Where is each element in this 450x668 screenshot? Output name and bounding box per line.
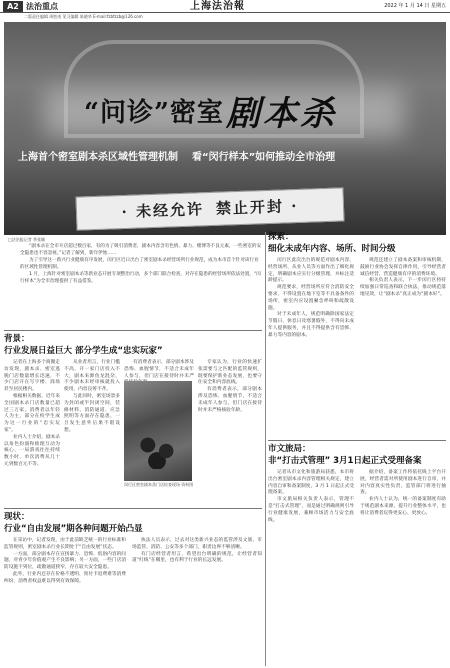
- body-paragraph: 与此同时，密室场景多为封闭或半封闭空间，装修材料、消防通道、应急照明等方面存在隐患，一旦发生意外后果不堪设想。: [64, 393, 120, 433]
- body-paragraph: 据介绍，备案工作将依托线上平台开展，经营者需对所使用剧本进行自审，并对内容真实性负责，监管部门将进行抽查。: [360, 470, 446, 496]
- culture-bureau-column-1: [268, 470, 354, 666]
- seal-banner: [75, 187, 344, 230]
- body-paragraph: 业内人士认为，统一的备案制度有助于规范剧本来源，提升行业整体水平，也将让消费者玩得更安心、更放心。: [360, 497, 446, 516]
- section-title: 法治重点: [26, 2, 58, 11]
- divider: [268, 440, 446, 441]
- section-tag-status: 现状：: [4, 512, 30, 522]
- banner-right: 禁止开封 ·: [215, 196, 299, 218]
- photo-caption: 闵行区密室剧本杀门店检查现场 资料图: [124, 482, 194, 487]
- section-tag-culture-bureau: 市文旅局：: [268, 444, 311, 454]
- reporter-credit: □法治报记者 季张颖: [8, 237, 46, 242]
- body-paragraph: 规范要求，经营场所应符合消防安全要求，不得设置在地下室等不具备条件的场所，密室内应设置紧急呼叫和疏散设施。: [268, 285, 354, 311]
- subtitle-left: 上海首个密室剧本杀区域性管理机制: [18, 152, 178, 163]
- headline-part1: “问诊”密室: [84, 98, 224, 128]
- status-column-1: [4, 538, 126, 666]
- headline-part2: 剧本杀: [226, 94, 337, 134]
- body-paragraph: 一方面，部分剧本存在宣扬暴力、恐怖、低俗内容的问题，对青少年价值观产生不良影响；另一方面，一些门店消防设施不到位，疏散通道狭窄，存在较大安全隐患。: [4, 551, 126, 571]
- background-column-1: [4, 360, 60, 504]
- body-paragraph: 有消费者表示，部分剧本涉及恐怖、血腥情节，不适合未成年人参与，但门店在接待时并未严格核验年龄。: [198, 387, 262, 413]
- body-paragraph: 执法人员表示，过去对这类新兴业态的监管涉及文旅、市场监管、消防、公安等多个部门，职责边界不够清晰。: [132, 538, 262, 550]
- explore-column-2: [360, 258, 446, 436]
- divider: [4, 508, 262, 509]
- body-paragraph: 从业者坦言，行业门槛不高，开一家门店投入不大，剧本来源鱼龙混杂，不少剧本未经审核就投入使用，内容良莠不齐。: [64, 360, 120, 393]
- body-paragraph: 对于未成年人，规范明确除国家法定节假日、休息日及寒暑假外，不得向未成年人提供服务，并且不得提供含有恐怖、暴力等内容的剧本。: [268, 312, 354, 338]
- body-paragraph: 记者从市文化和旅游局获悉，本市将出台密室剧本杀内容管理相关规定，建立内容自审和备案制度，3 月 1 日起正式受理备案。: [268, 470, 354, 496]
- issue-date: 2022 年 1 月 14 日 星期五: [384, 3, 446, 9]
- lead-paragraphs: [20, 244, 262, 286]
- hero-image: [4, 22, 446, 235]
- subtitle-right: 看“闵行样本”如何推动全市治理: [192, 152, 336, 163]
- hero-subtitle: [18, 148, 335, 163]
- section-heading-explore: 细化未成年内容、场所、时间分级: [268, 244, 396, 254]
- explore-column-1: [268, 258, 354, 436]
- section-heading-status: 行业“自由发展”期各种问题开始凸显: [4, 524, 143, 534]
- banner-left: · 未经允许: [121, 200, 205, 222]
- body-paragraph: 闵行区此次出台的规范对剧本内容、经营场所、从业人员等方面作出了细化规定，明确剧本应实行分级管理，并标注适龄提示。: [268, 258, 354, 284]
- body-paragraph: 相关负责人表示，下一步闵行区将持续加强日常巡查和联合执法，推动规范落地见效，让“剧本杀”真正成为“剧本好”。: [360, 278, 446, 297]
- body-paragraph: 记者在上海多个商圈走访发现，剧本杀、密室逃脱门店数量增长迅速，不少门店开在写字楼、商场甚至居民楼内。: [4, 360, 60, 393]
- culture-bureau-column-2: [360, 470, 446, 666]
- section-heading-culture-bureau: 非“打击式管理” 3月1日起正式受理备案: [268, 456, 422, 466]
- inspection-photo: [124, 381, 192, 481]
- masthead: 上海法治報: [190, 1, 245, 12]
- body-paragraph: 在采访中，记者发现，由于此前缺乏统一的行业标准和监管规则，密室剧本杀行业长期处于“自由发展”状态。: [4, 538, 126, 550]
- background-column-4: [198, 360, 262, 504]
- lead-paragraph: 为了引导这一新兴行业健康有序发展，闵行区近日出台了密室剧本杀经营场所行业规范，成为本市首个针对该行业的区域性管理机制。: [20, 258, 259, 270]
- top-bar: [0, 0, 450, 13]
- lead-paragraph: “剧本杀在全市开店超过数百家，有的为了吸引消费者，剧本内容含有色情、暴力、赌博等不良元素，一些密室的安全隐患也不容忽视。”记者了解到，新年伊始……: [20, 244, 262, 256]
- photo-people: [134, 429, 180, 469]
- section-tag-explore: 探索：: [268, 232, 294, 242]
- body-paragraph: 市文旅局相关负责人表示，管理不是“打击式管理”，而是通过明确规则引导行业健康发展，兼顾市场活力与安全底线。: [268, 497, 354, 523]
- lead-paragraph: 1 月，上海针对密室剧本杀等新业态开展专项整治行动，多个部门联合检查，对存在隐患的经营场所依法处置，“闵行样本”为全市治理提供了有益借鉴。: [20, 272, 261, 284]
- body-paragraph: 专家认为，行业的快速扩张需要与之匹配的监管规则，既要保护新业态发展，也要守住安全和内容底线。: [198, 360, 262, 386]
- page-number: A2: [3, 1, 23, 12]
- column-separator: [265, 232, 266, 666]
- background-column-3-top: [124, 360, 194, 380]
- body-paragraph: 有门店经营者坦言，希望出台明确的规范，让经营者知道“红线”在哪里，也有利于行业的长远发展。: [132, 551, 262, 564]
- section-tag-background: 背景：: [4, 334, 30, 344]
- section-heading-background: 行业发展日益巨大 部分学生成“忠实玩家”: [4, 346, 163, 356]
- divider: [4, 330, 262, 331]
- body-paragraph: 有消费者表示，部分剧本涉及恐怖、血腥情节，不适合未成年人参与，但门店在接待时并未严: [124, 360, 194, 379]
- status-column-2: [132, 538, 262, 666]
- body-paragraph: 业内人士介绍，剧本杀以角色扮演和推理互动为核心，一局游戏往往持续数小时，单次消费从几十元到数百元不等。: [4, 434, 60, 467]
- body-paragraph: 此外，行业内还存在价格不透明、预付卡退费难等消费纠纷，消费者权益难以得到有效保障。: [4, 571, 126, 584]
- body-paragraph: 根据相关数据，近年来全国剧本杀门店数量已超过三万家，消费者以年轻人为主，部分在校学生成为这一行业的“忠实玩家”。: [4, 393, 60, 433]
- background-column-2: [64, 360, 120, 504]
- body-paragraph: 规范还建立了剧本备案和审核机制，鼓励行业协会发挥自律作用，引导经营者诚信经营，营造健康有序的消费环境。: [360, 258, 446, 277]
- editor-line: 二版责任编辑 周胜南 见习编辑 陈晓华 E-mail:fzbfzzb@126.com: [24, 14, 143, 19]
